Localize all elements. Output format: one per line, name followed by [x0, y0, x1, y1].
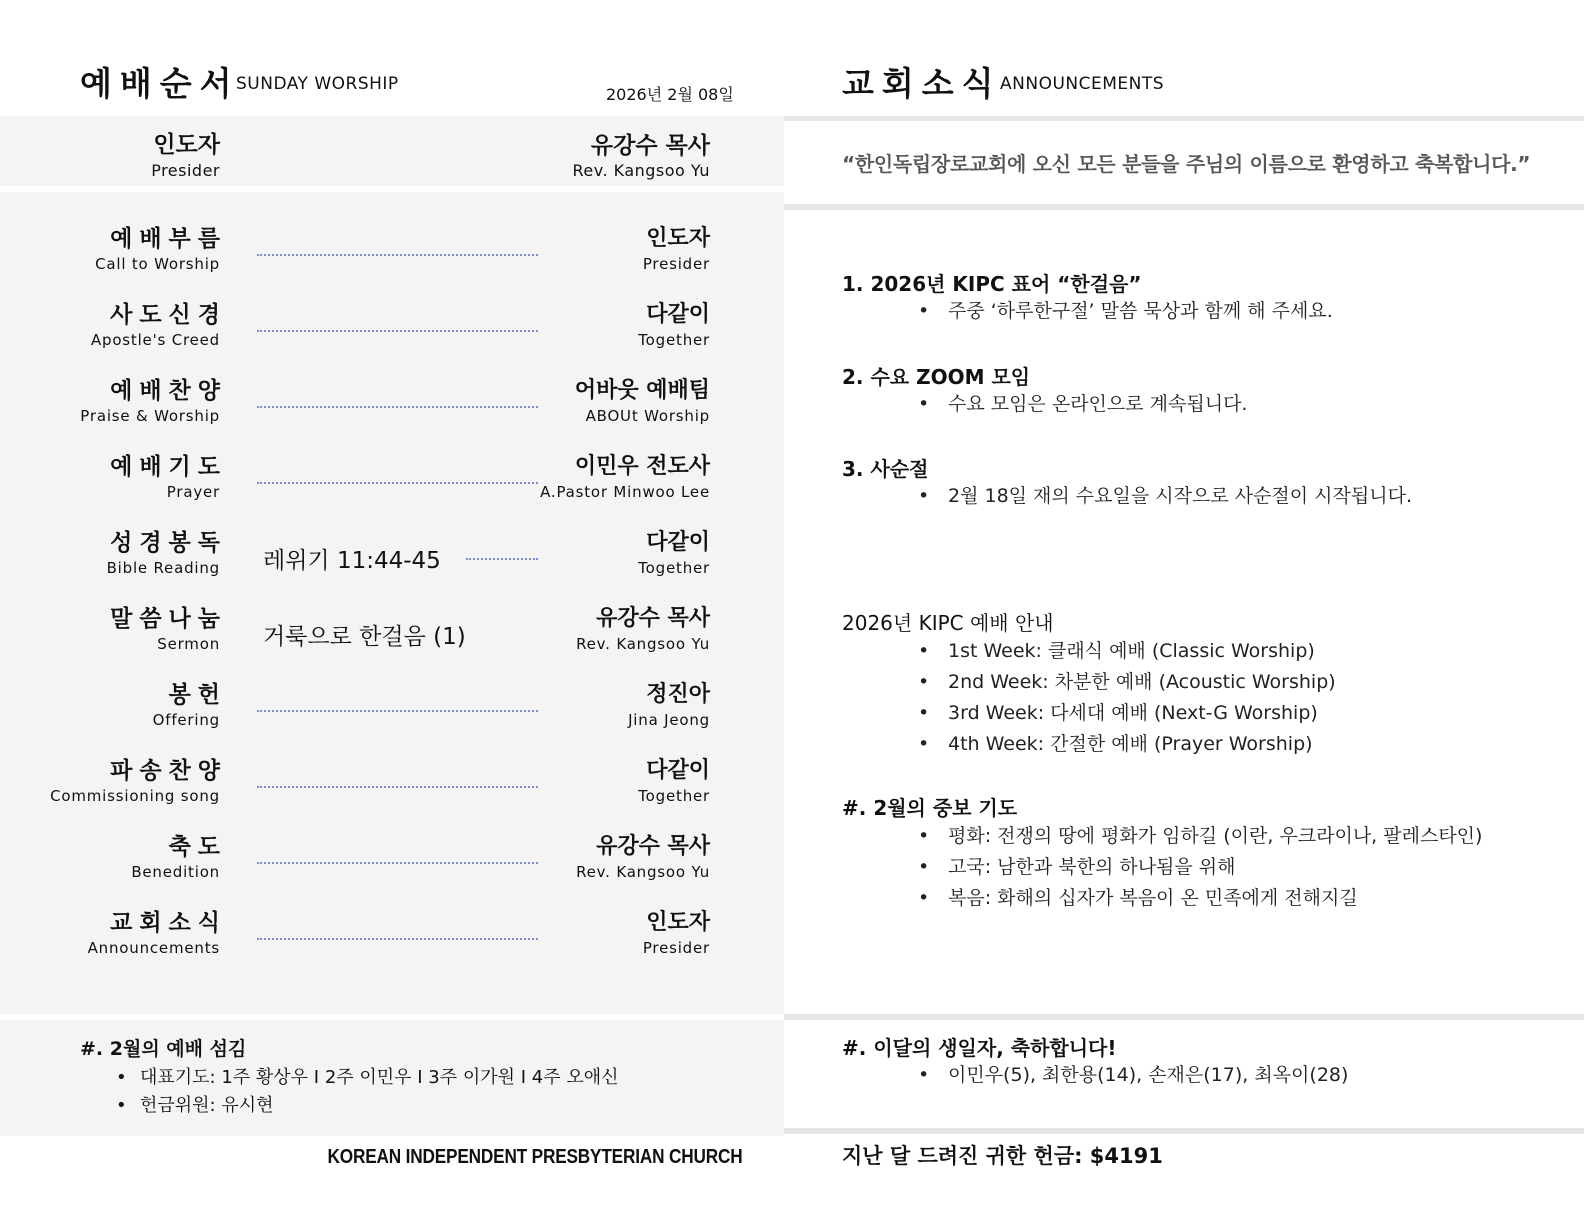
serve-title: #. 2월의 예배 섬김 — [80, 1038, 247, 1060]
announcement-list — [918, 821, 1482, 914]
offering-total: 지난 달 드려진 귀한 헌금: $4191 — [842, 1144, 1163, 1168]
order-label-ko: 축도 — [168, 834, 227, 860]
announcement-item: • 3rd Week: 다세대 예배 (Next-G Worship) — [918, 698, 1336, 729]
order-label-en: Commissioning song — [50, 787, 220, 805]
order-label-en: Benedition — [131, 863, 220, 881]
church-name: KOREAN INDEPENDENT PRESBYTERIAN CHURCH — [327, 1146, 742, 1168]
leader-dots — [257, 710, 538, 712]
order-leader-ko: 다같이 — [646, 302, 710, 327]
leader-dots — [257, 406, 538, 408]
presider-label-en: Presider — [151, 161, 220, 180]
announcement-heading: #. 2월의 중보 기도 — [842, 796, 1018, 820]
announcement-item: • 4th Week: 간절한 예배 (Prayer Worship) — [918, 729, 1336, 760]
announcement-heading: 3. 사순절 — [842, 457, 929, 481]
leader-dots — [257, 938, 538, 940]
presider-name-en: Rev. Kangsoo Yu — [572, 161, 710, 180]
announcement-item: • 2nd Week: 차분한 예배 (Acoustic Worship) — [918, 667, 1336, 698]
order-leader-en: Presider — [642, 255, 710, 273]
birthday-item: • 이민우(5), 최한용(14), 손재은(17), 최옥이(28) — [918, 1060, 1348, 1091]
order-leader-en: Presider — [642, 939, 710, 957]
order-row — [0, 908, 784, 970]
order-label-ko: 예배기도 — [110, 454, 227, 480]
divider — [784, 1128, 1584, 1134]
announcement-heading: 2. 수요 ZOOM 모임 — [842, 365, 1031, 389]
order-row — [0, 452, 784, 514]
leader-dots — [257, 786, 538, 788]
order-label-en: Prayer — [166, 483, 220, 501]
announcement-heading: 2026년 KIPC 예배 안내 — [842, 611, 1054, 635]
order-label-ko: 사도신경 — [110, 302, 227, 328]
announcement-item: • 복음: 화해의 십자가 복음이 온 민족에게 전해지길 — [918, 883, 1482, 914]
order-label-en: Praise & Worship — [80, 407, 220, 425]
divider — [784, 1014, 1584, 1020]
worship-date: 2026년 2월 08일 — [606, 85, 734, 104]
order-row — [0, 756, 784, 818]
order-row — [0, 528, 784, 590]
order-row — [0, 832, 784, 894]
serve-item: • 대표기도: 1주 황상우 I 2주 이민우 I 3주 이가원 I 4주 오애신 — [116, 1064, 619, 1092]
order-row — [0, 604, 784, 666]
order-label-ko: 말씀나눔 — [110, 606, 227, 632]
announcement-list — [918, 296, 1333, 327]
order-leader-en: Jina Jeong — [628, 711, 710, 729]
scripture-reference: 레위기 11:44-45 — [263, 548, 441, 574]
announcement-item: • 2월 18일 재의 수요일을 시작으로 사순절이 시작됩니다. — [918, 481, 1412, 512]
order-leader-ko: 다같이 — [646, 758, 710, 783]
worship-title: 예배순서 — [80, 64, 240, 103]
order-label-ko: 예배찬양 — [110, 378, 227, 404]
order-leader-ko: 이민우 전도사 — [574, 454, 710, 479]
presider-label-ko: 인도자 — [153, 132, 220, 158]
divider — [784, 116, 1584, 121]
leader-dots — [257, 330, 538, 332]
order-leader-ko: 어바웃 예배팀 — [574, 378, 710, 403]
order-leader-en: Together — [638, 559, 710, 577]
presider-label — [151, 130, 220, 182]
order-leader-ko: 인도자 — [646, 910, 710, 935]
order-label-en: Bible Reading — [106, 559, 220, 577]
order-leader-ko: 인도자 — [646, 226, 710, 251]
worship-title-en: SUNDAY WORSHIP — [236, 74, 399, 94]
order-leader-en: ABOUt Worship — [585, 407, 710, 425]
announcements-title: 교회소식 — [842, 64, 1002, 103]
announcement-list — [918, 636, 1336, 760]
welcome-message: “한인독립장로교회에 오신 모든 분들을 주님의 이름으로 환영하고 축복합니다.” — [842, 152, 1531, 176]
announcement-item: • 평화: 전쟁의 땅에 평화가 임하길 (이란, 우크라이나, 팔레스타인) — [918, 821, 1482, 852]
order-label-en: Sermon — [157, 635, 220, 653]
order-leader-en: A.Pastor Minwoo Lee — [540, 483, 710, 501]
announcement-item: • 고국: 남한과 북한의 하나됨을 위해 — [918, 852, 1482, 883]
order-label-ko: 봉헌 — [168, 682, 227, 708]
order-row — [0, 224, 784, 286]
presider-name — [572, 132, 710, 182]
order-label-ko: 교회소식 — [110, 910, 227, 936]
announcement-item: • 1st Week: 클래식 예배 (Classic Worship) — [918, 636, 1336, 667]
order-label-en: Announcements — [87, 939, 220, 957]
announcement-item: • 주중 ‘하루한구절’ 말씀 묵상과 함께 해 주세요. — [918, 296, 1333, 327]
presider-name-ko: 유강수 목사 — [590, 133, 710, 159]
order-label-en: Apostle's Creed — [90, 331, 220, 349]
divider — [784, 204, 1584, 210]
order-leader-en: Rev. Kangsoo Yu — [576, 863, 710, 881]
serve-list — [116, 1064, 619, 1120]
serve-item: • 헌금위원: 유시현 — [116, 1092, 619, 1120]
leader-dots — [257, 482, 538, 484]
birthday-heading: #. 이달의 생일자, 축하합니다! — [842, 1036, 1117, 1060]
order-leader-ko: 유강수 목사 — [596, 606, 710, 631]
order-leader-ko: 정진아 — [646, 682, 710, 707]
order-label-ko: 예배부름 — [110, 226, 227, 252]
announcement-item: • 수요 모임은 온라인으로 계속됩니다. — [918, 389, 1247, 420]
order-label-ko: 성경봉독 — [110, 530, 227, 556]
leader-dots — [466, 558, 538, 560]
order-label-ko: 파송찬양 — [110, 758, 227, 784]
order-row — [0, 680, 784, 742]
announcement-heading: 1. 2026년 KIPC 표어 “한걸음” — [842, 272, 1142, 296]
birthday-list — [918, 1060, 1348, 1091]
order-leader-en: Together — [638, 787, 710, 805]
order-label-en: Offering — [152, 711, 220, 729]
order-label-en: Call to Worship — [95, 255, 220, 273]
sermon-title: 거룩으로 한걸음 (1) — [263, 624, 466, 650]
order-row — [0, 300, 784, 362]
order-leader-en: Together — [638, 331, 710, 349]
order-row — [0, 376, 784, 438]
announcements-title-en: ANNOUNCEMENTS — [1000, 74, 1165, 94]
order-leader-ko: 다같이 — [646, 530, 710, 555]
order-leader-en: Rev. Kangsoo Yu — [576, 635, 710, 653]
announcement-list — [918, 481, 1412, 512]
leader-dots — [257, 254, 538, 256]
order-leader-ko: 유강수 목사 — [596, 834, 710, 859]
announcement-list — [918, 389, 1247, 420]
leader-dots — [257, 862, 538, 864]
